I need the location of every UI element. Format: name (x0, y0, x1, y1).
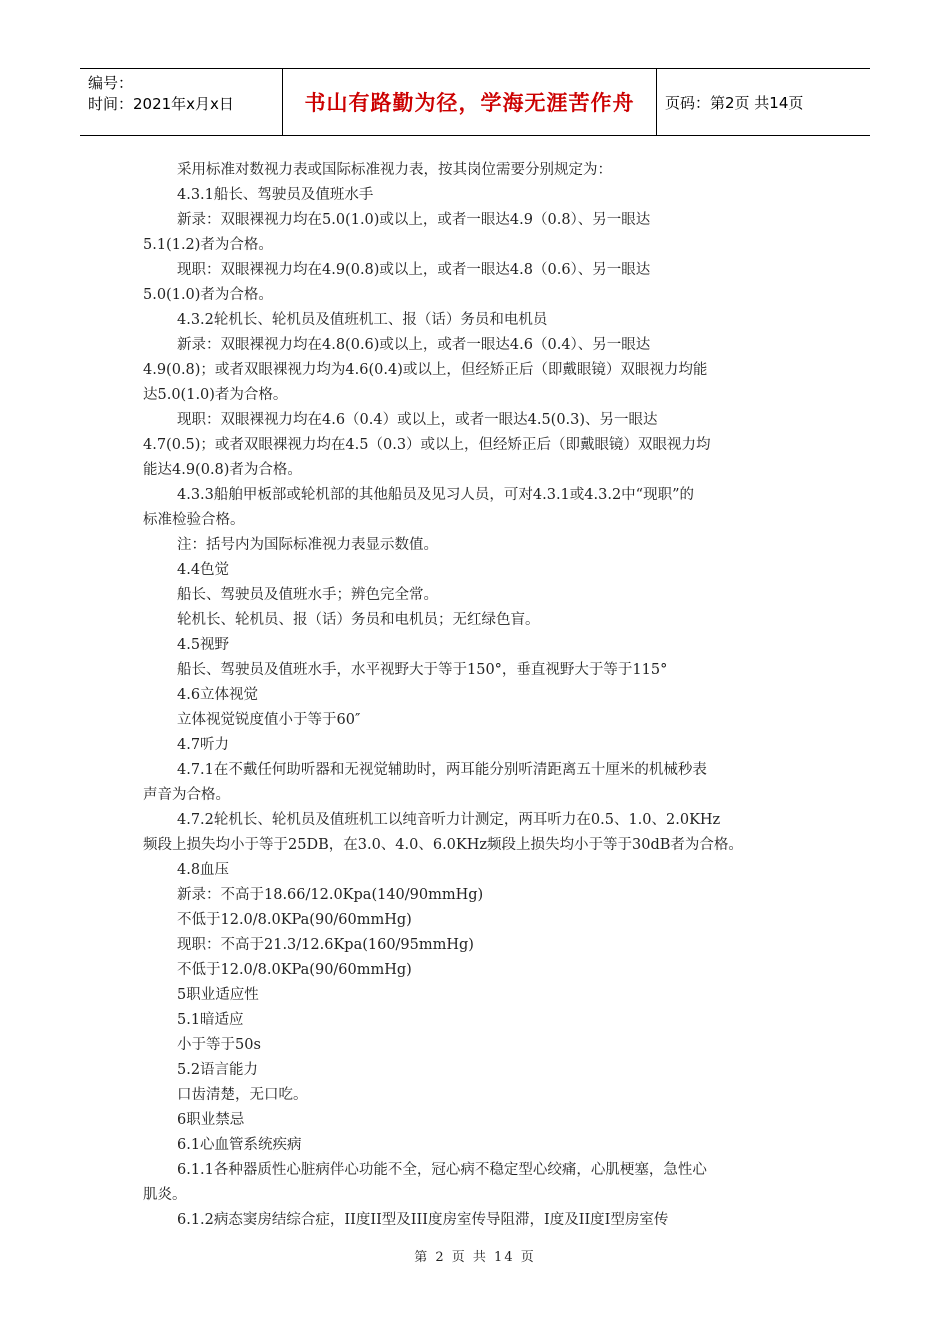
paragraph-line: 达5.0(1.0)者为合格。 (143, 387, 288, 403)
paragraph-line: 现职：不高于21.3/12.6Kpa(160/95mmHg) (177, 937, 474, 953)
page-footer: 第 2 页 共 14 页 (414, 1250, 536, 1265)
header-meta-cell (80, 69, 283, 135)
paragraph-line: 4.7.1在不戴任何助听器和无视觉辅助时，两耳能分别听清距离五十厘米的机械秒表 (177, 762, 707, 778)
paragraph-line: 能达4.9(0.8)者为合格。 (143, 462, 302, 478)
document-body (143, 158, 813, 1233)
paragraph-line: 4.7.2轮机长、轮机员及值班机工以纯音听力计测定，两耳听力在0.5、1.0、2.0KHz (177, 812, 721, 828)
paragraph-line: 4.6立体视觉 (177, 687, 259, 703)
paragraph-line: 小于等于50s (177, 1037, 261, 1053)
paragraph-line: 5.0(1.0)者为合格。 (143, 287, 273, 303)
paragraph-line: 6.1.1各种器质性心脏病伴心功能不全，冠心病不稳定型心绞痛，心肌梗塞，急性心 (177, 1162, 707, 1178)
paragraph-line: 4.4色觉 (177, 562, 230, 578)
header-motto: 书山有路勤为径，学海无涯苦作舟 (283, 69, 657, 135)
paragraph-line: 现职：双眼裸视力均在4.6（0.4）或以上，或者一眼达4.5(0.3)、另一眼达 (177, 412, 658, 428)
paragraph-line: 4.7听力 (177, 737, 230, 753)
paragraph-line: 注：括号内为国际标准视力表显示数值。 (177, 537, 438, 553)
paragraph-line: 5.2语言能力 (177, 1062, 259, 1078)
paragraph-line: 5.1(1.2)者为合格。 (143, 237, 273, 253)
paragraph-line: 6职业禁忌 (177, 1112, 245, 1128)
paragraph-line: 采用标准对数视力表或国际标准视力表，按其岗位需要分别规定为： (177, 162, 612, 178)
paragraph-line: 4.7(0.5)；或者双眼裸视力均在4.5（0.3）或以上，但经矫正后（即戴眼镜）双眼视力均 (143, 437, 711, 453)
paragraph-line: 口齿清楚，无口吃。 (177, 1087, 308, 1103)
paragraph-line: 轮机长、轮机员、报（话）务员和电机员；无红绿色盲。 (177, 612, 540, 628)
paragraph-line: 6.1.2病态窦房结综合症，II度II型及III度房室传导阻滞，I度及II度I型房室传 (177, 1212, 669, 1228)
paragraph-line: 4.3.2轮机长、轮机员及值班机工、报（话）务员和电机员 (177, 312, 548, 328)
page-header (80, 68, 870, 136)
paragraph-line: 6.1心血管系统疾病 (177, 1137, 302, 1153)
paragraph-line: 现职：双眼裸视力均在4.9(0.8)或以上，或者一眼达4.8（0.6）、另一眼达 (177, 262, 651, 278)
paragraph-line: 5职业适应性 (177, 987, 259, 1003)
paragraph-line: 新录：不高于18.66/12.0Kpa(140/90mmHg) (177, 887, 484, 903)
paragraph-line: 4.3.3船舶甲板部或轮机部的其他船员及见习人员，可对4.3.1或4.3.2中“现职”的 (177, 487, 695, 503)
paragraph-line: 4.3.1船长、驾驶员及值班水手 (177, 187, 374, 203)
serial-number-label: 编号： (88, 74, 134, 92)
paragraph-line: 新录：双眼裸视力均在5.0(1.0)或以上，或者一眼达4.9（0.8）、另一眼达 (177, 212, 651, 228)
paragraph-line: 船长、驾驶员及值班水手；辨色完全常。 (177, 587, 438, 603)
paragraph-line: 4.9(0.8)；或者双眼裸视力均为4.6(0.4)或以上，但经矫正后（即戴眼镜）双眼视力均能 (143, 362, 708, 378)
paragraph-line: 频段上损失均小于等于25DB，在3.0、4.0、6.0KHz频段上损失均小于等于30dB者为合格。 (143, 837, 743, 853)
paragraph-line: 声音为合格。 (143, 787, 230, 803)
header-page-number: 页码：第2页 共14页 (665, 93, 804, 112)
paragraph-line: 标准检验合格。 (143, 512, 245, 528)
paragraph-line: 不低于12.0/8.0KPa(90/60mmHg) (177, 912, 412, 928)
paragraph-line: 不低于12.0/8.0KPa(90/60mmHg) (177, 962, 412, 978)
paragraph-line: 新录：双眼裸视力均在4.8(0.6)或以上，或者一眼达4.6（0.4）、另一眼达 (177, 337, 651, 353)
paragraph-line: 肌炎。 (143, 1187, 187, 1203)
paragraph-line: 立体视觉锐度值小于等于60″ (177, 712, 361, 728)
paragraph-line: 5.1暗适应 (177, 1012, 244, 1028)
paragraph-line: 4.8血压 (177, 862, 230, 878)
paragraph-line: 4.5视野 (177, 637, 230, 653)
date-label: 时间：2021年x月x日 (88, 95, 234, 113)
paragraph-line: 船长、驾驶员及值班水手，水平视野大于等于150°，垂直视野大于等于115° (177, 662, 668, 678)
